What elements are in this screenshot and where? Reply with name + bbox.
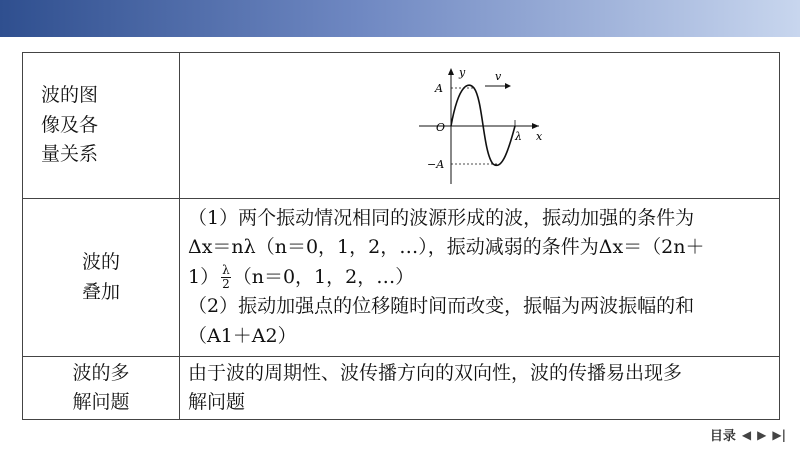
row-label: 波的 叠加: [23, 199, 180, 357]
x-axis-label: x: [535, 129, 542, 143]
y-axis-label: y: [458, 65, 465, 79]
table-row: [23, 199, 780, 357]
amplitude-label: A: [434, 81, 443, 95]
prev-icon[interactable]: ◀: [741, 427, 752, 442]
wave-curve: [451, 85, 515, 165]
velocity-label: v: [494, 69, 501, 83]
neg-amplitude-label: −A: [426, 157, 444, 171]
slide-navigation: [710, 425, 786, 444]
multi-solution-text: 由于波的周期性、波传播方向的双向性，波的传播易出现多 解问题: [180, 357, 780, 420]
superposition-text: （1）两个振动情况相同的波源形成的波，振动加强的条件为 Δx＝nλ（n＝0，1，2，…），振动减弱的条件为Δx＝（2n＋ 1） $\frac{\lambda}{2}$ （n＝0，1，2，…） （2）振动加强点的位移随时间而改变，振幅为两波振幅的和 （A1＋A2）: [180, 199, 780, 357]
table-row: [23, 53, 780, 199]
toc-link[interactable]: 目录: [709, 429, 736, 444]
row-label: 波的图 像及各 量关系: [23, 53, 180, 199]
title-bar: [0, 0, 800, 37]
wavelength-label: λ: [514, 129, 522, 143]
row-label: 波的多 解问题: [23, 357, 180, 420]
table-row: [23, 357, 780, 420]
wave-graph-cell: [180, 53, 780, 199]
origin-label: O: [435, 120, 445, 134]
next-icon[interactable]: ▶: [757, 427, 767, 442]
wave-graph: [411, 64, 551, 188]
last-page-icon[interactable]: ▶|: [772, 427, 786, 442]
lambda-half-fraction: $\frac{\lambda}{2}$: [222, 263, 230, 292]
content-table: [22, 52, 780, 420]
